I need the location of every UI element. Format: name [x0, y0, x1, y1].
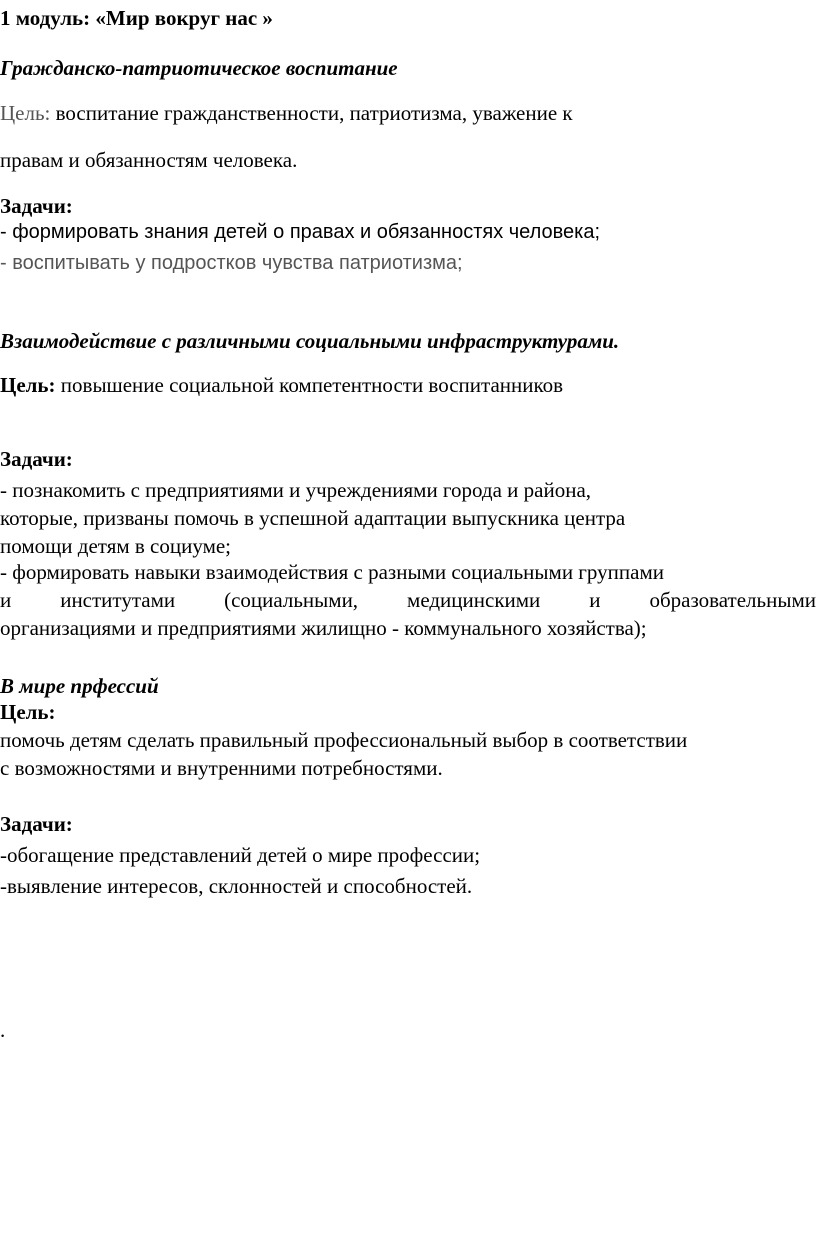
section2-task1-line3: помощи детям в социуме;: [0, 534, 232, 558]
section3-tasks-label: Задачи:: [0, 812, 73, 836]
section1-goal-label: Цель:: [0, 101, 51, 125]
section2-task2-line1: - формировать навыки взаимодействия с разными социальными группами: [0, 560, 664, 584]
section1-goal-line1: [0, 100, 573, 126]
section2-task2-line2: и институтами (социальными, медицинскими и образовательными: [0, 588, 816, 612]
section1-goal-line2: правам и обязанностям человека.: [0, 148, 298, 172]
section1-task2: - воспитывать у подростков чувства патриотизма;: [0, 252, 463, 274]
section3-goal-label: Цель:: [0, 700, 56, 724]
section2-task1-line1: - познакомить с предприятиями и учреждениями города и района,: [0, 478, 592, 502]
section1-heading: Гражданско-патриотическое воспитание: [0, 56, 398, 80]
section3-goal-line1: помочь детям сделать правильный профессиональный выбор в соответствии: [0, 728, 688, 752]
section2-heading: Взаимодействие с различными социальными инфраструктурами.: [0, 329, 620, 353]
section3-heading: В мире прфессий: [0, 674, 159, 698]
section1-tasks-label: Задачи:: [0, 194, 73, 218]
section2-tasks-label: Задачи:: [0, 447, 73, 471]
section3-task2: -выявление интересов, склонностей и способностей.: [0, 874, 473, 898]
section1-goal-text: воспитание гражданственности, патриотизма, уважение к: [50, 101, 573, 125]
section2-task2-line3: организациями и предприятиями жилищно - коммунального хозяйства);: [0, 616, 647, 640]
trailing-dot: .: [0, 1018, 6, 1042]
section3-goal-line2: с возможностями и внутренними потребностями.: [0, 756, 443, 780]
section2-goal-label: Цель:: [0, 373, 56, 397]
module-title: 1 модуль: «Мир вокруг нас »: [0, 6, 273, 30]
section2-goal: [0, 372, 563, 398]
section2-goal-text: повышение социальной компетентности воспитанников: [55, 373, 564, 397]
section2-task1-line2: которые, призваны помочь в успешной адаптации выпускника центра: [0, 506, 626, 530]
section1-task1: - формировать знания детей о правах и обязанностях человека;: [0, 221, 601, 243]
section3-task1: -обогащение представлений детей о мире профессии;: [0, 843, 481, 867]
